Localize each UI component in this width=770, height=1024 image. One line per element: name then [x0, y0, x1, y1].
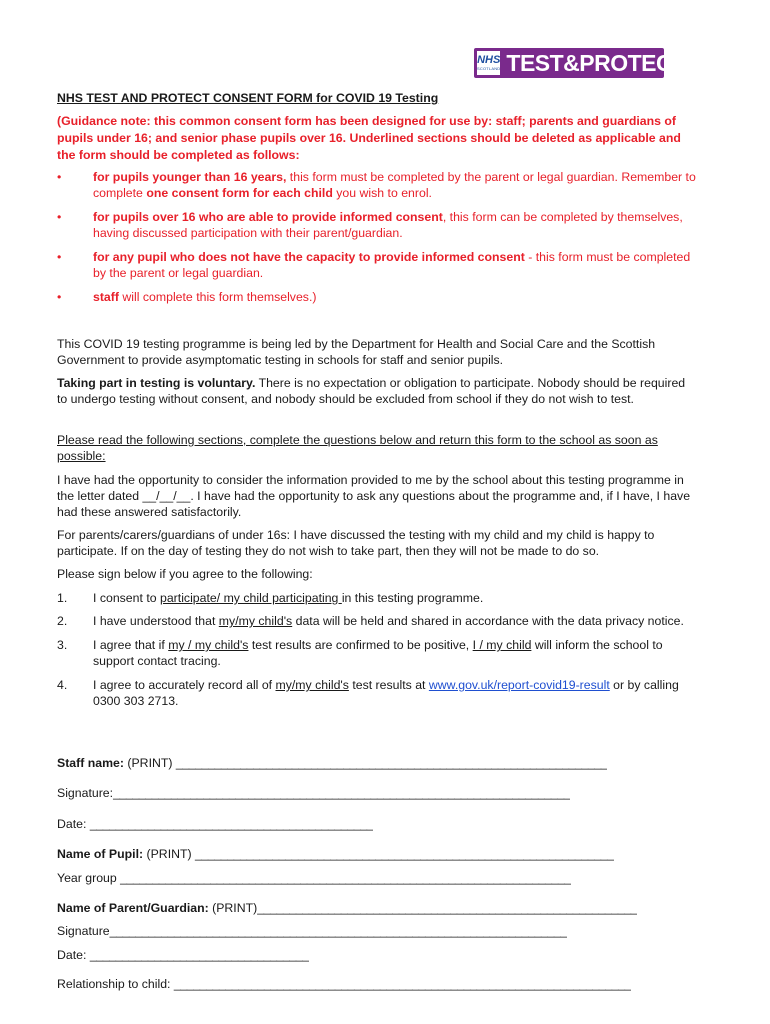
- pupil-name-input[interactable]: _________________________________________________________________: [195, 847, 614, 861]
- report-result-link[interactable]: www.gov.uk/report-covid19-result: [428, 678, 610, 692]
- parent-signature-input[interactable]: _______________________________________________________________________: [109, 924, 567, 938]
- item-text: I agree to accurately record all of: [93, 678, 276, 692]
- bullet-text: you wish to enrol.: [332, 186, 432, 200]
- item-text: I agree that if: [93, 638, 169, 652]
- sign-below-text: Please sign below if you agree to the following:: [57, 567, 313, 581]
- item-underlined: I / my child: [472, 638, 532, 652]
- bullet-text: this form must be completed by the parent or legal guardian. Remember to complete: [93, 170, 696, 200]
- staff-signature-field: [57, 785, 570, 801]
- logo-region-text: SCOTLAND: [477, 66, 501, 71]
- field-label: Relationship to child:: [57, 977, 174, 991]
- bullet-bold: one consent form for each child: [146, 186, 333, 200]
- bullet-text: - this form must be completed by the parent or legal guardian.: [93, 250, 691, 280]
- nhs-scotland-badge: [477, 51, 500, 75]
- field-label-bold: Name of Pupil:: [57, 847, 144, 861]
- list-item: [57, 169, 697, 201]
- bullet-bold: for pupils younger than 16 years,: [93, 170, 287, 184]
- relationship-input[interactable]: _______________________________________________________________________: [173, 977, 632, 991]
- item-underlined: my/my child's: [275, 678, 349, 692]
- item-number: 1.: [57, 591, 68, 605]
- voluntary-bold: Taking part in testing is voluntary.: [57, 376, 256, 390]
- item-text: I consent to: [93, 591, 160, 605]
- please-read-paragraph: Please read the following sections, complete the questions below and return this form to the school as soon as possible:: [57, 433, 658, 463]
- list-item: [57, 209, 697, 241]
- bullet-icon: •: [57, 250, 62, 264]
- bullet-icon: •: [57, 290, 62, 304]
- list-item: [57, 590, 697, 606]
- pupil-name-field: [57, 846, 614, 862]
- opportunity-text: . I have had the opportunity to ask any questions about the programme and, if I have, I have had these answered satisfactorily.: [57, 489, 691, 519]
- list-item: [57, 637, 697, 669]
- parent-date-input[interactable]: __________________________________: [89, 948, 309, 962]
- bullet-bold: for pupils over 16 who are able to provide informed consent: [93, 210, 443, 224]
- parent-name-input[interactable]: ___________________________________________________________: [257, 901, 638, 915]
- staff-name-input[interactable]: ___________________________________________________________________: [175, 756, 608, 770]
- opportunity-paragraph: [57, 472, 697, 520]
- staff-date-field: [57, 816, 373, 832]
- parent-signature-field: [57, 923, 567, 939]
- field-label: Date:: [57, 948, 90, 962]
- year-group-field: [57, 870, 571, 886]
- list-item: [57, 613, 697, 629]
- field-label: Date:: [57, 817, 90, 831]
- bullet-icon: •: [57, 210, 62, 224]
- parent-name-field: [57, 900, 637, 916]
- opportunity-text: I have had the opportunity to consider the information provided to me by the school about this testing programme in the letter dated: [57, 473, 684, 503]
- voluntary-paragraph: [57, 375, 697, 407]
- list-item: [57, 289, 697, 305]
- staff-signature-input[interactable]: _______________________________________________________________________: [113, 786, 571, 800]
- field-label-bold: Name of Parent/Guardian:: [57, 901, 209, 915]
- voluntary-text: There is no expectation or obligation to participate. Nobody should be required to undergo testing without consent, and nobody should be excluded from school if they do not wish to test.: [57, 376, 686, 406]
- bullet-text: will complete this form themselves.): [118, 290, 317, 304]
- field-label: Year group: [57, 871, 121, 885]
- item-text: or by calling 0300 303 2713.: [93, 678, 679, 708]
- staff-date-input[interactable]: ____________________________________________: [89, 817, 374, 831]
- year-group-input[interactable]: ______________________________________________________________________: [120, 871, 571, 885]
- relationship-field: [57, 976, 631, 992]
- item-number: 4.: [57, 678, 68, 692]
- item-text: in this testing programme.: [341, 591, 484, 605]
- agreement-list: [57, 590, 697, 709]
- field-label: (PRINT): [143, 847, 196, 861]
- field-label: (PRINT): [208, 901, 258, 915]
- field-label-bold: Staff name:: [57, 756, 124, 770]
- item-number: 2.: [57, 614, 68, 628]
- field-label: (PRINT): [123, 756, 176, 770]
- item-text: test results are confirmed to be positive,: [248, 638, 473, 652]
- logo-brand-text: TEST&PROTECT: [506, 49, 686, 76]
- item-underlined: my/my child's: [218, 614, 293, 628]
- intro-paragraph: This COVID 19 testing programme is being led by the Department for Health and Social Care and the Scottish Government to provide asymptomatic testing in schools for staff and senior pupils.: [57, 337, 656, 367]
- field-label: Signature: [57, 924, 110, 938]
- item-text: test results at: [348, 678, 429, 692]
- guidance-note: (Guidance note: this common consent form has been designed for use by: staff; parents and guardians of pupils under 16; and senior phase pupils over 16. Underlined sections should be deleted as applicable and the form should be completed as follows:: [57, 114, 681, 162]
- nhs-test-protect-logo: [474, 48, 686, 78]
- bullet-bold: staff: [93, 290, 119, 304]
- list-item: [57, 677, 697, 709]
- parent-date-field: [57, 947, 309, 963]
- guidance-bullet-list: [57, 169, 697, 305]
- item-underlined: participate/ my child participating: [160, 591, 342, 605]
- item-number: 3.: [57, 638, 68, 652]
- logo-nhs-text: NHS: [477, 54, 501, 66]
- parents-paragraph: For parents/carers/guardians of under 16s: I have discussed the testing with my child and my child is happy to participate. If on the day of testing they do not wish to take part, then they will not be made to do so.: [57, 528, 655, 558]
- item-text: will inform the school to support contact tracing.: [93, 638, 663, 668]
- staff-name-field: [57, 755, 607, 771]
- bullet-bold: for any pupil who does not have the capacity to provide informed consent: [93, 250, 525, 264]
- item-text: data will be held and shared in accordance with the data privacy notice.: [292, 614, 684, 628]
- bullet-icon: •: [57, 170, 62, 184]
- list-item: [57, 249, 697, 281]
- form-title: NHS TEST AND PROTECT CONSENT FORM for COVID 19 Testing: [57, 91, 439, 105]
- field-label: Signature:: [57, 786, 114, 800]
- letter-date-blank[interactable]: __/__/__: [142, 489, 191, 503]
- item-underlined: my / my child's: [168, 638, 249, 652]
- item-text: I have understood that: [93, 614, 219, 628]
- bullet-text: , this form can be completed by themselves, having discussed participation with their parent/guardian.: [93, 210, 683, 240]
